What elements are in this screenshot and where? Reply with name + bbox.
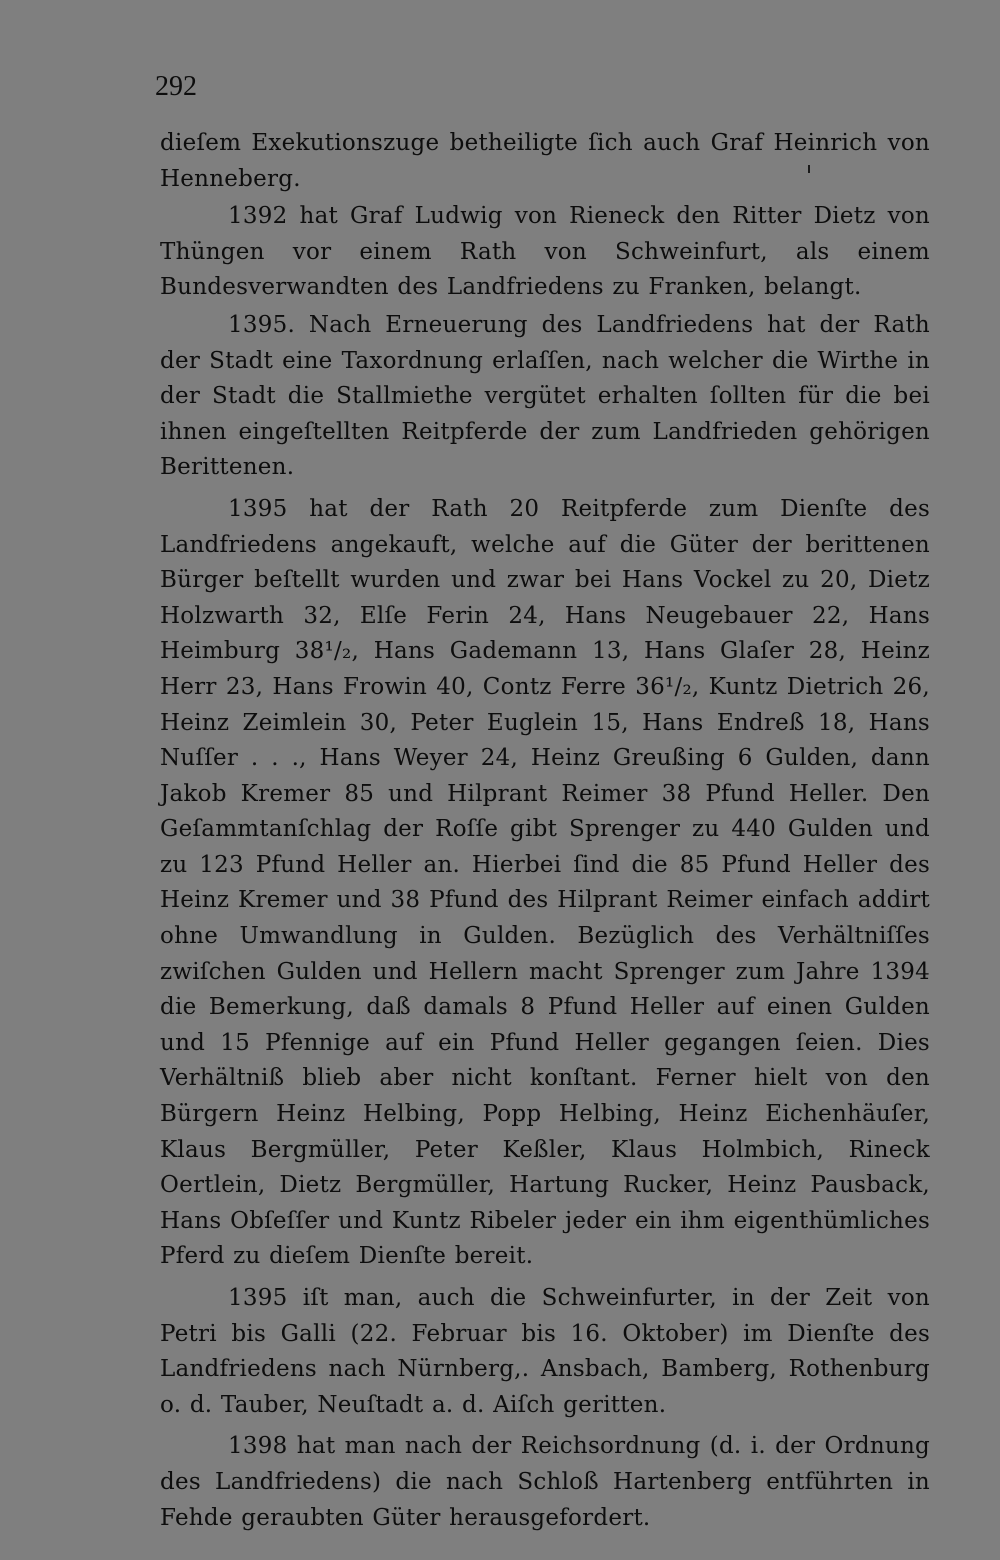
paragraph-continuation: dieſem Exekutionszuge betheiligte ſich auch Graf Heinrich von Henneberg. bbox=[160, 130, 930, 192]
page-number: 292 bbox=[155, 71, 197, 102]
paragraph-1395-reitpferde: 1395 hat der Rath 20 Reitpferde zum Dienſte des Landfriedens angekauft, welche auf die Güter der berittenen Bürger beſtellt wurden und zwar bei Hans Vockel zu 20, Dietz Holzwarth 32, Elſe Ferin 24, Hans Neugebauer 22, Hans Heimburg 38¹/₂, Hans Gademann 13, Hans Glaſer 28, Heinz Herr 23, Hans Frowin 40, Contz Ferre 36¹/₂, Kuntz Dietrich 26, Heinz Zeimlein 30, Peter Euglein 15, Hans Endreß 18, Hans Nuſſer . . ., Hans Weyer 24, Heinz Greußing 6 Gulden, dann Jakob Kremer 85 und Hilprant Reimer 38 Pfund Heller. Den Geſammtanſchlag der Roſſe gibt Sprenger zu 440 Gulden und zu 123 Pfund Heller an. Hierbei ſind die 85 Pfund Heller des Heinz Kremer und 38 Pfund des Hilprant Reimer einfach addirt ohne Umwandlung in Gulden. Bezüglich des Verhältniſſes zwiſchen Gulden und Hellern macht Sprenger zum Jahre 1394 die Bemerkung, daß damals 8 Pfund Heller auf einen Gulden und 15 Pfennige auf ein Pfund Heller gegangen ſeien. Dies Verhältniß blieb aber nicht konſtant. Ferner hielt von den Bürgern Heinz Helbing, Popp Helbing, Heinz Eichenhäuſer, Klaus Bergmüller, Peter Keßler, Klaus Holmbich, Rineck Oertlein, Dietz Bergmüller, Hartung Rucker, Heinz Pausback, Hans Obſeſſer und Kuntz Ribeler jeder ein ihm eigenthümliches Pferd zu dieſem Dienſte bereit. bbox=[160, 495, 930, 1270]
paragraph-1395-taxordnung: 1395. Nach Erneuerung des Landfriedens hat der Rath der Stadt eine Taxordnung erlaſſen, nach welcher die Wirthe in der Stadt die Stallmiethe vergütet erhalten ſollten für die bei ihnen eingeſtellten Reitpferde der zum Landfrieden gehörigen Berittenen. bbox=[160, 311, 930, 481]
paragraph-1395-ritt: 1395 iſt man, auch die Schweinfurter, in der Zeit von Petri bis Galli (22. Februar bis 16. Oktober) im Dienſte des Landfriedens nach Nürnberg,. Ansbach, Bamberg, Rothenburg o. d. Tauber, Neuſtadt a. d. Aiſch geritten. bbox=[160, 1285, 930, 1418]
paragraph-1398: 1398 hat man nach der Reichsordnung (d. i. der Ordnung des Landfriedens) die nach Schloß Hartenberg entführten in Fehde geraubten Güter herausgefordert. bbox=[160, 1433, 930, 1531]
body-text bbox=[160, 126, 930, 1536]
paragraph-1392: 1392 hat Graf Ludwig von Rieneck den Ritter Dietz von Thüngen vor einem Rath von Schweinfurt, als einem Bundesverwandten des Landfriedens zu Franken, belangt. bbox=[160, 203, 930, 301]
